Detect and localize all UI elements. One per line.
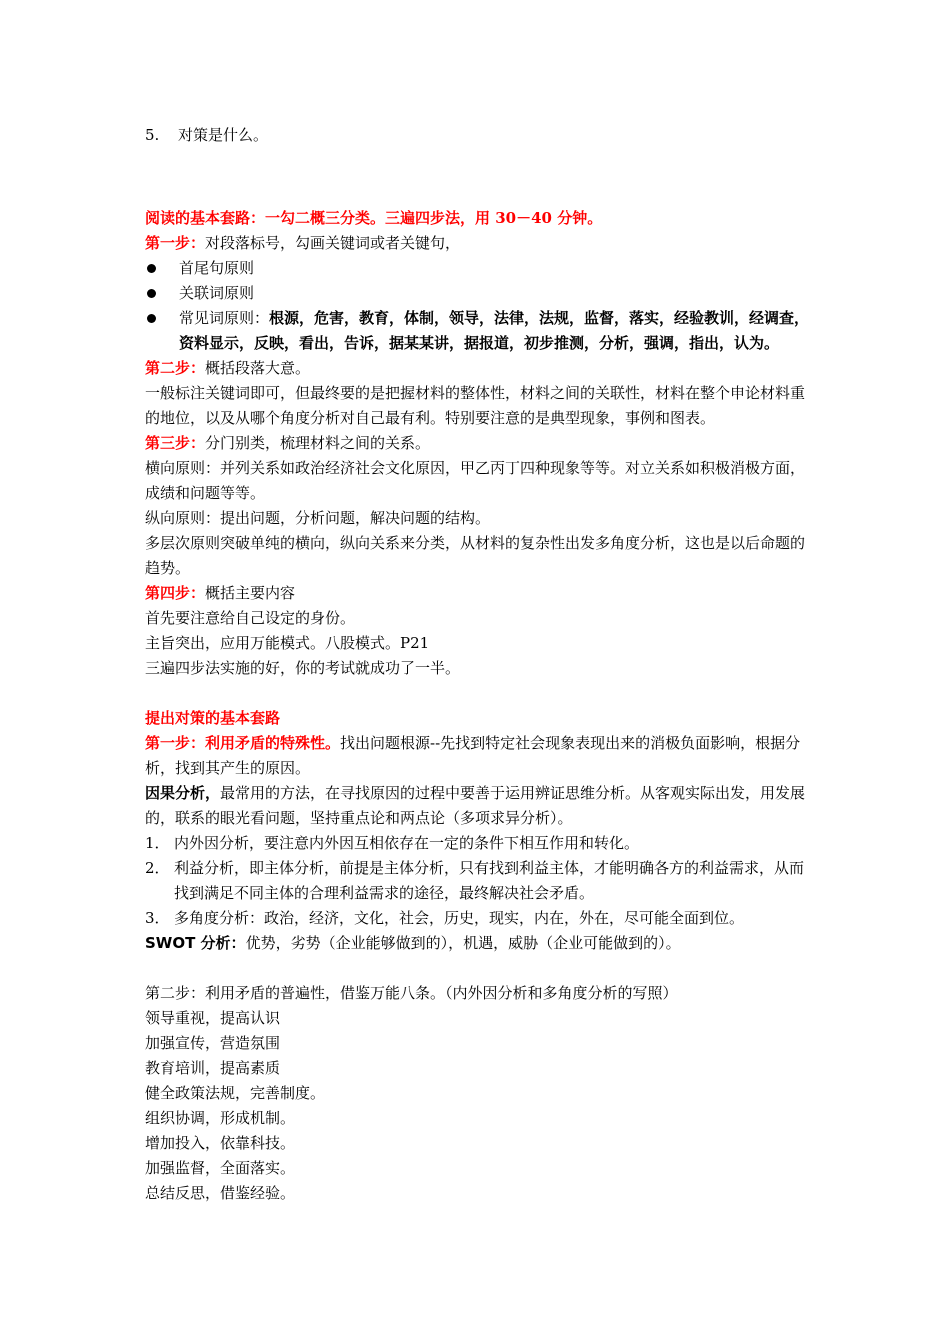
- reading-step2-text: 概括段落大意。: [205, 359, 311, 377]
- reading-heading: 阅读的基本套路：一勾二概三分类。三遍四步法，用 30－40 分钟。: [145, 209, 603, 227]
- reading-step4-line: 首先要注意给自己设定的身份。: [145, 609, 356, 627]
- solution-step1: [145, 731, 817, 781]
- reading-step3-label: 第三步：: [145, 434, 206, 452]
- swot-analysis: [145, 931, 817, 956]
- reading-step3-text: 分门别类，梳理材料之间的关系。: [205, 434, 431, 452]
- reading-step4-text: 概括主要内容: [205, 584, 296, 602]
- bullet-dot-icon: [147, 289, 156, 298]
- bullet-item: [145, 256, 817, 281]
- eight-item: 健全政策法规，完善制度。: [145, 1084, 326, 1102]
- eight-item: 组织协调，形成机制。: [145, 1109, 296, 1127]
- eight-item: 领导重视，提高认识: [145, 1009, 281, 1027]
- causal-text: 最常用的方法，在寻找原因的过程中要善于运用辨证思维分析。从客观实际出发，用发展的，联系的眼光看问题，坚持重点论和两点论（多项求异分析）。: [145, 784, 806, 827]
- causal-label: 因果分析，: [145, 784, 221, 802]
- reading-step4-line: 主旨突出，应用万能模式。八股模式。P21: [145, 634, 430, 652]
- numbered-item-number: 1．: [145, 834, 170, 852]
- spacer: [145, 681, 817, 706]
- bullet-item: [145, 306, 817, 356]
- reading-step1-label: 第一步：: [145, 234, 206, 252]
- reading-step3-paragraph: 横向原则：并列关系如政治经济社会文化原因，甲乙丙丁四种现象等等。对立关系如积极消极方面，成绩和问题等等。: [145, 459, 806, 502]
- reading-step1-text: 对段落标号，勾画关键词或者关键句，: [205, 234, 461, 252]
- reading-step1: [145, 231, 817, 256]
- eight-item: 增加投入，依靠科技。: [145, 1134, 296, 1152]
- reading-step4-label: 第四步：: [145, 584, 206, 602]
- bullet-item: [145, 281, 817, 306]
- eight-item: 教育培训，提高素质: [145, 1059, 281, 1077]
- reading-step3-paragraph: 纵向原则：提出问题，分析问题，解决问题的结构。: [145, 509, 491, 527]
- numbered-item-number: 2．: [145, 859, 170, 877]
- document-page: [145, 123, 817, 1206]
- reading-step3-paragraph: 多层次原则突破单纯的横向，纵向关系来分类，从材料的复杂性出发多角度分析，这也是以后命题的趋势。: [145, 534, 806, 577]
- bullet-dot-icon: [147, 314, 156, 323]
- bullet-text: 首尾句原则: [179, 259, 255, 277]
- eight-item: 总结反思，借鉴经验。: [145, 1184, 296, 1202]
- reading-step2-paragraph: 一般标注关键词即可，但最终要的是把握材料的整体性，材料之间的关联性，材料在整个申论材料重的地位，以及从哪个角度分析对自己最有利。特别要注意的是典型现象，事例和图表。: [145, 384, 806, 427]
- numbered-item: [145, 906, 817, 931]
- item-5-number: 5.: [145, 126, 160, 144]
- solution-step1-label: 第一步：利用矛盾的特殊性。: [145, 734, 341, 752]
- reading-step2-label: 第二步：: [145, 359, 206, 377]
- spacer: [145, 956, 817, 981]
- bullet-keywords-line2: 资料显示，反映，看出，告诉，据某某讲，据报道，初步推测，分析，强调，指出，认为。: [179, 334, 780, 352]
- solution-heading: 提出对策的基本套路: [145, 709, 281, 727]
- reading-step3: [145, 431, 817, 456]
- reading-step2: [145, 356, 817, 381]
- spacer: [145, 148, 817, 173]
- eight-item: 加强监督，全面落实。: [145, 1159, 296, 1177]
- bullet-keywords-line1: 根源，危害，教育，体制，领导，法律，法规，监督，落实，经验教训，经调查，: [269, 309, 810, 327]
- bullet-text: 关联词原则: [179, 284, 255, 302]
- numbered-item-text: 多角度分析：政治，经济，文化，社会，历史，现实，内在，外在，尽可能全面到位。: [174, 909, 745, 927]
- bullet-dot-icon: [147, 264, 156, 273]
- numbered-item-text: 利益分析，即主体分析，前提是主体分析，只有找到利益主体，才能明确各方的利益需求，从而找到满足不同主体的合理利益需求的途径，最终解决社会矛盾。: [174, 859, 805, 902]
- numbered-item-number: 3．: [145, 909, 170, 927]
- item-5-text: 对策是什么。: [178, 126, 269, 144]
- solution-step2: 第二步：利用矛盾的普遍性，借鉴万能八条。（内外因分析和多角度分析的写照）: [145, 984, 678, 1002]
- swot-text: 优势，劣势（企业能够做到的），机遇，威胁（企业可能做到的）。: [245, 934, 681, 952]
- item-5: [145, 123, 817, 148]
- eight-item: 加强宣传，营造氛围: [145, 1034, 281, 1052]
- swot-label: SWOT 分析：: [145, 934, 246, 952]
- causal-analysis: [145, 781, 817, 831]
- spacer: [145, 173, 817, 206]
- reading-step4-line: 三遍四步法实施的好，你的考试就成功了一半。: [145, 659, 461, 677]
- numbered-item: [145, 831, 817, 856]
- reading-step4: [145, 581, 817, 606]
- numbered-item: [145, 856, 817, 906]
- bullet-prefix: 常见词原则：: [179, 309, 270, 327]
- numbered-item-text: 内外因分析，要注意内外因互相依存在一定的条件下相互作用和转化。: [174, 834, 640, 852]
- solution-step1-text: 找出问题根源--先找到特定社会现象表现出来的消极负面影响，根据分析，找到其产生的原因。: [145, 734, 801, 777]
